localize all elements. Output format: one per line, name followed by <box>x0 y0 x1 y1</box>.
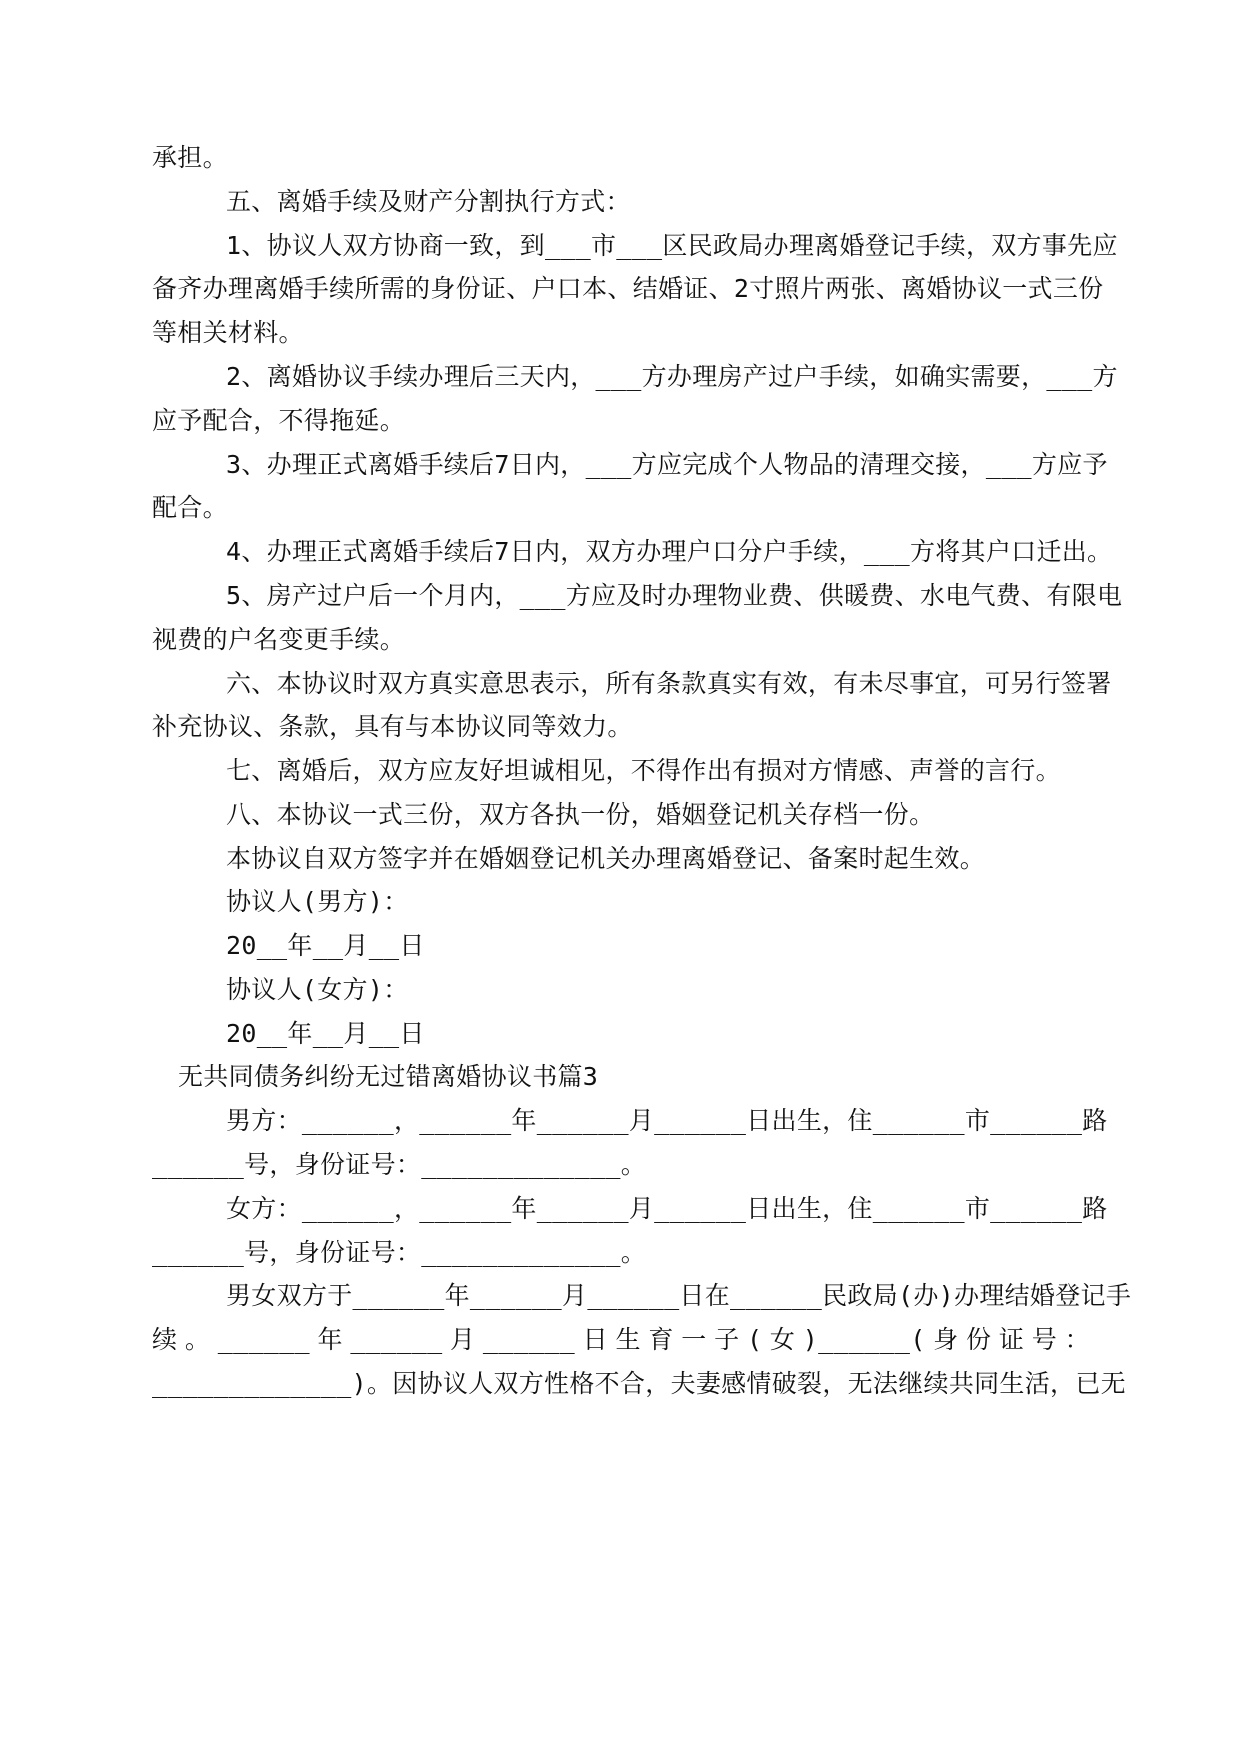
text-line: 应予配合，不得拖延。 <box>152 406 406 435</box>
text-line: 本协议自双方签字并在婚姻登记机关办理离婚登记、备案时起生效。 <box>226 844 986 873</box>
text-line: 2、离婚协议手续办理后三天内，___方办理房产过户手续，如确实需要，___方 <box>226 362 1118 391</box>
text-line: 续。______年______月______日生育一子(女)______(身份证号： <box>152 1325 1090 1354</box>
text-line: 4、办理正式离婚手续后7日内，双方办理户口分户手续，___方将其户口迁出。 <box>226 537 1113 566</box>
text-line: 1、协议人双方协商一致，到___市___区民政局办理离婚登记手续，双方事先应 <box>226 231 1118 260</box>
text-line: 男女双方于______年______月______日在______民政局(办)办理结婚登记手 <box>226 1281 1132 1310</box>
signature-date-male: 20__年__月__日 <box>226 931 425 960</box>
text-line: 补充协议、条款，具有与本协议同等效力。 <box>152 712 633 741</box>
signature-date-female: 20__年__月__日 <box>226 1019 425 1048</box>
text-line: 3、办理正式离婚手续后7日内，___方应完成个人物品的清理交接，___方应予 <box>226 450 1108 479</box>
text-line: 备齐办理离婚手续所需的身份证、户口本、结婚证、2寸照片两张、离婚协议一式三份 <box>152 274 1104 303</box>
signature-label-male: 协议人(男方)： <box>226 887 409 916</box>
text-line: 女方：______，______年______月______日出生，住______市______路 <box>226 1194 1108 1223</box>
section-heading: 五、离婚手续及财产分割执行方式： <box>226 187 631 216</box>
section-heading: 六、本协议时双方真实意思表示，所有条款真实有效，有未尽事宜，可另行签署 <box>226 669 1112 698</box>
document-title: 无共同债务纠纷无过错离婚协议书篇3 <box>178 1062 599 1091</box>
text-line: 配合。 <box>152 493 228 522</box>
text-line: 5、房产过户后一个月内，___方应及时办理物业费、供暖费、水电气费、有限电 <box>226 581 1123 610</box>
text-line: ______号，身份证号：_____________。 <box>152 1150 647 1179</box>
text-line: 男方：______，______年______月______日出生，住______市______路 <box>226 1106 1108 1135</box>
text-line: 等相关材料。 <box>152 318 304 347</box>
section-heading: 八、本协议一式三份，双方各执一份，婚姻登记机关存档一份。 <box>226 800 935 829</box>
signature-label-female: 协议人(女方)： <box>226 975 409 1004</box>
text-line: ______号，身份证号：_____________。 <box>152 1238 647 1267</box>
section-heading: 七、离婚后，双方应友好坦诚相见，不得作出有损对方情感、声誉的言行。 <box>226 756 1061 785</box>
text-line: _____________)。因协议人双方性格不合，夫妻感情破裂，无法继续共同生活，已无 <box>152 1369 1126 1398</box>
text-line: 视费的户名变更手续。 <box>152 625 406 654</box>
text-line: 承担。 <box>152 143 228 172</box>
